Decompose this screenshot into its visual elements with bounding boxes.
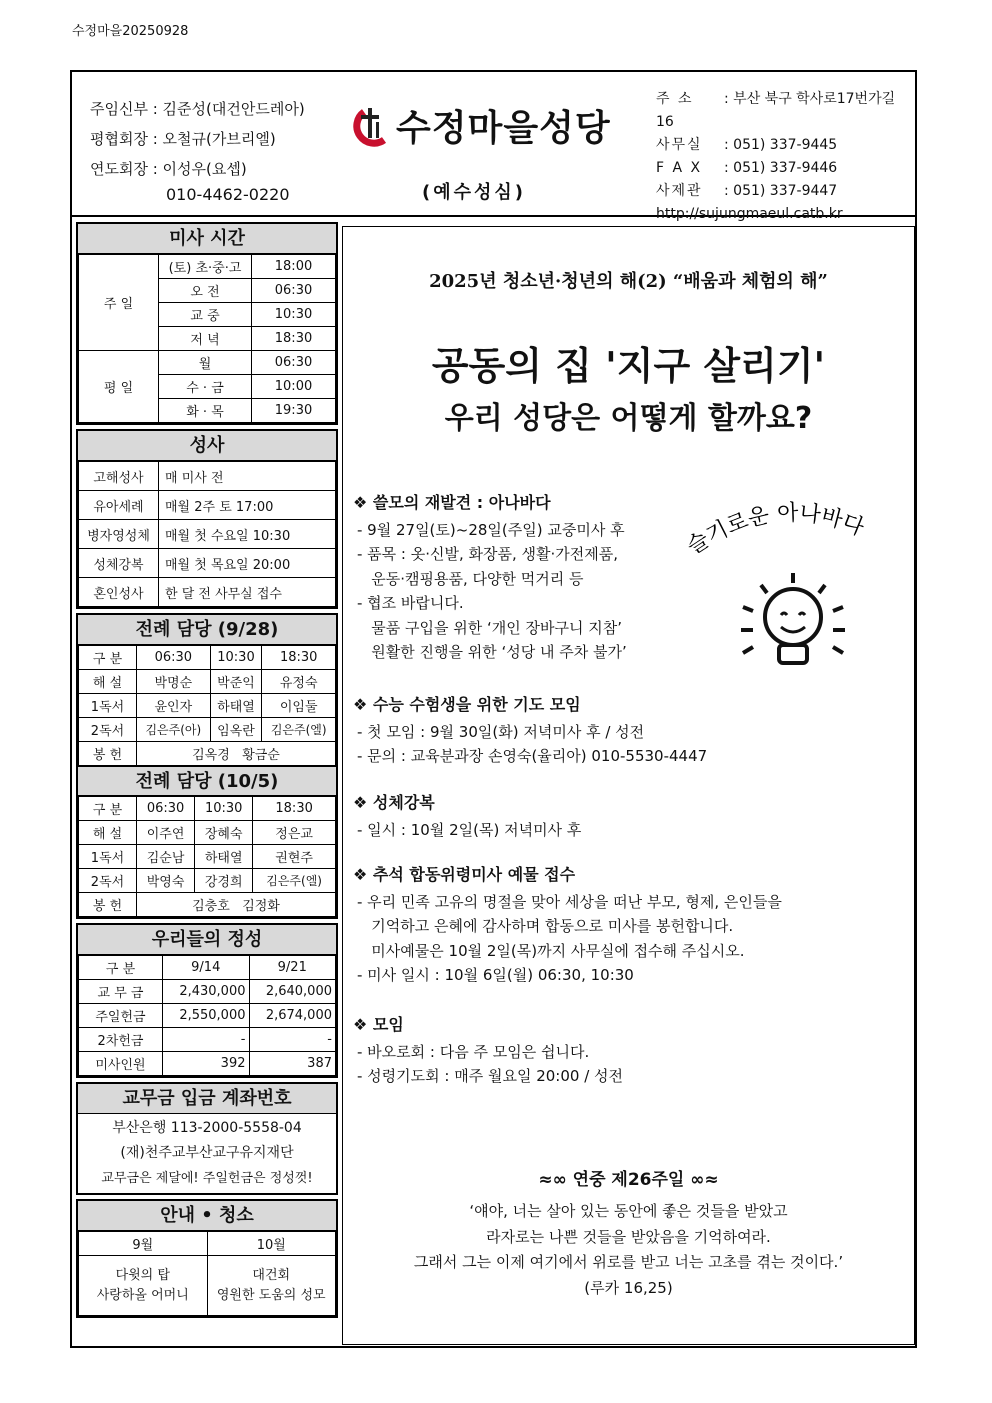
liturgy-table-1 (78, 645, 336, 766)
church-logo (344, 96, 644, 156)
notice-item: - 품목 : 옷·신발, 화장품, 생활·가전제품, (357, 545, 619, 563)
liturgy-head: 18:30 (262, 646, 336, 670)
sacrament-time: 한 달 전 사무실 접수 (159, 578, 336, 607)
mass-times-table (78, 254, 336, 423)
cleaning-title: 안내 • 청소 (78, 1201, 336, 1231)
rectory-label: 사제관 (656, 183, 703, 199)
offering-head: 구 분 (79, 956, 163, 980)
badge-text: 슬기로운 아나바다 (683, 500, 868, 560)
church-emblem-icon (344, 102, 392, 154)
pastor-line: 주임신부 : 김준성(대건안드레아) (90, 100, 305, 118)
liturgy-role: 1독서 (79, 694, 137, 718)
offering-item: 주일헌금 (79, 1004, 163, 1028)
notice-title: ❖ 수능 수험생을 위한 기도 모임 (353, 695, 581, 714)
weekday-label: 평 일 (79, 351, 159, 423)
church-motto: (예수성심) (422, 182, 527, 203)
mass-time: 10:30 (252, 303, 336, 327)
sacrament-time: 매월 첫 목요일 20:00 (159, 549, 336, 578)
address-value: : 부산 북구 학사로17번가길 16 (656, 91, 896, 130)
offering-box (76, 923, 338, 1078)
quote-line: 그래서 그는 이제 여기에서 위로를 받고 너는 고초를 겪는 것이다.’ (413, 1253, 844, 1271)
sacrament-time: 매 미사 전 (159, 462, 336, 491)
liturgy-role: 해 설 (79, 670, 137, 694)
notice-item: - 9월 27일(토)~28일(주일) 교중미사 후 (357, 520, 625, 539)
offering-item: 2차헌금 (79, 1028, 163, 1052)
cleaning-month: 9월 (79, 1232, 208, 1256)
mass-name: 오 전 (159, 279, 252, 303)
liturgy-table-2 (78, 796, 336, 917)
liturgy-person: 김은주(엘) (253, 869, 336, 893)
notice-item: - 문의 : 교육분과장 손영숙(율리아) 010-5530-4447 (357, 747, 708, 765)
mass-times-box (76, 222, 338, 425)
offering-table (78, 955, 336, 1076)
notice-title: ❖ 쓸모의 재발견 : 아나바다 (353, 493, 551, 512)
bank-account: 부산은행 113-2000-5558-04 (112, 1120, 302, 1136)
sacraments-title: 성사 (78, 431, 336, 461)
notice-meetings (353, 1013, 913, 1089)
liturgy-person: 정은교 (253, 821, 336, 845)
offertory-label: 봉 헌 (79, 742, 137, 766)
liturgy-person: 이주연 (137, 821, 195, 845)
bulletin-frame (70, 70, 917, 1348)
liturgy-title-2: 전례 담당 (10/5) (78, 766, 336, 796)
mass-time: 06:30 (252, 279, 336, 303)
offering-value: 2,640,000 (249, 980, 336, 1004)
youth-line: 연도회장 : 이성우(요셉) (90, 160, 247, 178)
liturgy-person: 장혜숙 (195, 821, 253, 845)
notice-item: 원활한 진행을 위한 ‘성당 내 주차 불가’ (357, 643, 627, 661)
notice-memorial-mass (353, 863, 913, 988)
address-label: 주 소 (656, 91, 694, 107)
sacrament-name: 병자영성체 (79, 520, 159, 549)
notice-item: - 일시 : 10월 2일(목) 저녁미사 후 (357, 820, 582, 839)
account-title: 교무금 입금 계좌번호 (78, 1084, 336, 1114)
mass-name: 교 중 (159, 303, 252, 327)
offering-value: 2,550,000 (163, 1004, 250, 1028)
cleaning-groups: 다윗의 탑 사랑하올 어머니 (79, 1256, 208, 1316)
notice-exam-prayer (353, 693, 913, 769)
notice-item: 운동·캠핑용품, 다양한 먹거리 등 (357, 569, 584, 588)
liturgy-person: 하태열 (195, 845, 253, 869)
gospel-quote (343, 1199, 914, 1301)
liturgy-role: 2독서 (79, 718, 137, 742)
mass-name: (토) 초·중·고 (159, 255, 252, 279)
account-holder: (재)천주교부산교구유지재단 (120, 1145, 294, 1161)
liturgy-person: 김은주(엘) (262, 718, 336, 742)
fax-number: : 051) 337-9446 (724, 160, 838, 176)
offering-title: 우리들의 정성 (78, 925, 336, 955)
mass-time: 18:00 (252, 255, 336, 279)
liturgy-person: 강경희 (195, 869, 253, 893)
offering-item: 미사인원 (79, 1052, 163, 1076)
sacraments-table (78, 461, 336, 607)
mass-time: 10:00 (252, 375, 336, 399)
liturgy-person: 김순남 (137, 845, 195, 869)
council-line: 평협회장 : 오철규(가브리엘) (90, 130, 276, 148)
liturgy-head: 구 분 (79, 646, 137, 670)
contact-info (656, 88, 915, 226)
notice-item: - 협조 바랍니다. (357, 594, 464, 612)
cleaning-groups: 대건회 영원한 도움의 성모 (207, 1256, 336, 1316)
mass-name: 저 녁 (159, 327, 252, 351)
headline: 공동의 집 '지구 살리기' (431, 344, 826, 388)
sacrament-name: 성체강복 (79, 549, 159, 578)
liturgy-person: 임옥란 (210, 718, 262, 742)
mass-time: 19:30 (252, 399, 336, 423)
mass-name: 월 (159, 351, 252, 375)
office-label: 사무실 (656, 137, 703, 153)
liturgy-person: 박명순 (137, 670, 211, 694)
sunday-name: 연중 제26주일 (572, 1170, 685, 1190)
document-id: 수정마을20250928 (72, 24, 189, 39)
liturgy-person: 윤인자 (137, 694, 211, 718)
quote-line: ‘얘야, 너는 살아 있는 동안에 좋은 것들을 받았고 (469, 1202, 788, 1220)
notice-item: 기억하고 은혜에 감사하며 합동으로 미사를 봉헌합니다. (357, 917, 734, 935)
notice-benediction (353, 791, 913, 842)
website-link[interactable]: http://sujungmaeul.catb.kr (656, 206, 843, 222)
notice-anabada (353, 491, 913, 665)
sunday-label: 주 일 (79, 255, 159, 351)
sacrament-name: 유아세례 (79, 491, 159, 520)
liturgy-person: 박준익 (210, 670, 262, 694)
notice-title: ❖ 성체강복 (353, 793, 435, 812)
offering-item: 교 무 금 (79, 980, 163, 1004)
mass-time: 06:30 (252, 351, 336, 375)
liturgy-person: 유정숙 (262, 670, 336, 694)
sunday-title (343, 1165, 914, 1190)
sacrament-time: 매월 첫 수요일 10:30 (159, 520, 336, 549)
mass-time: 18:30 (252, 327, 336, 351)
offering-head: 9/14 (163, 956, 250, 980)
offering-head: 9/21 (249, 956, 336, 980)
notice-title: ❖ 모임 (353, 1015, 404, 1034)
liturgy-role: 2독서 (79, 869, 137, 893)
bulletin-header (72, 72, 915, 222)
offertory-persons: 김옥경 황금순 (137, 742, 336, 766)
liturgy-head: 06:30 (137, 797, 195, 821)
ornament-left-icon: ≈∞ (538, 1170, 573, 1190)
quote-line: 라자로는 나쁜 것들을 받았음을 기억하여라. (486, 1227, 771, 1246)
liturgy-person: 김은주(아) (137, 718, 211, 742)
quote-reference: (루카 16,25) (584, 1278, 673, 1297)
liturgy-head: 06:30 (137, 646, 211, 670)
notice-item: - 미사 일시 : 10월 6일(월) 06:30, 10:30 (357, 966, 634, 984)
liturgy-title-1: 전례 담당 (9/28) (78, 615, 336, 645)
notice-item: - 첫 모임 : 9월 30일(화) 저녁미사 후 / 성전 (357, 722, 645, 741)
notice-item: 미사예물은 10월 2일(목)까지 사무실에 접수해 주십시오. (357, 941, 745, 960)
year-theme: 2025년 청소년·청년의 해(2) “배움과 체험의 해” (429, 271, 828, 292)
liturgy-head: 18:30 (253, 797, 336, 821)
sacrament-time: 매월 2주 토 17:00 (159, 491, 336, 520)
offering-value: 392 (163, 1052, 250, 1076)
ornament-right-icon: ∞≈ (684, 1170, 719, 1190)
youth-phone: 010-4462-0220 (166, 185, 290, 204)
mass-name: 수 · 금 (159, 375, 252, 399)
sacrament-name: 혼인성사 (79, 578, 159, 607)
liturgy-person: 권현주 (253, 845, 336, 869)
offering-value: 2,674,000 (249, 1004, 336, 1028)
sacraments-box (76, 429, 338, 609)
church-name: 수정마을성당 (396, 108, 611, 149)
offering-value: - (249, 1028, 336, 1052)
cleaning-month: 10월 (207, 1232, 336, 1256)
liturgy-role: 해 설 (79, 821, 137, 845)
liturgy-person: 하태열 (210, 694, 262, 718)
cleaning-table (78, 1231, 336, 1316)
notice-item: - 성령기도회 : 매주 월요일 20:00 / 성전 (357, 1067, 624, 1085)
account-box (76, 1082, 338, 1195)
mass-times-title: 미사 시간 (78, 224, 336, 254)
liturgy-head: 구 분 (79, 797, 137, 821)
liturgy-head: 10:30 (195, 797, 253, 821)
liturgy-head: 10:30 (210, 646, 262, 670)
offertory-label: 봉 헌 (79, 893, 137, 917)
main-notice-panel (342, 226, 915, 1345)
offertory-persons: 김충호 김정화 (137, 893, 336, 917)
notice-item: - 바오로회 : 다음 주 모임은 쉽니다. (357, 1042, 590, 1061)
fax-label: F A X (656, 160, 703, 176)
office-phone: : 051) 337-9445 (724, 137, 838, 153)
account-note: 교무금은 제달에! 주일헌금은 정성껏! (101, 1171, 313, 1186)
offering-value: - (163, 1028, 250, 1052)
liturgy-role: 1독서 (79, 845, 137, 869)
clergy-info (90, 94, 305, 206)
left-column (76, 222, 338, 1322)
offering-value: 387 (249, 1052, 336, 1076)
sacrament-name: 고해성사 (79, 462, 159, 491)
mass-name: 화 · 목 (159, 399, 252, 423)
offering-value: 2,430,000 (163, 980, 250, 1004)
liturgy-person: 박영숙 (137, 869, 195, 893)
notice-item: 물품 구입을 위한 ‘개인 장바구니 지참’ (357, 618, 623, 637)
rectory-phone: : 051) 337-9447 (724, 183, 838, 199)
subheadline: 우리 성당은 어떻게 할까요? (444, 401, 813, 436)
notice-item: - 우리 민족 고유의 명절을 맞아 세상을 떠난 부모, 형제, 은인들을 (357, 892, 782, 911)
notice-title: ❖ 추석 합동위령미사 예물 접수 (353, 865, 576, 884)
liturgy-box (76, 613, 338, 919)
liturgy-person: 이임둘 (262, 694, 336, 718)
cleaning-box (76, 1199, 338, 1318)
